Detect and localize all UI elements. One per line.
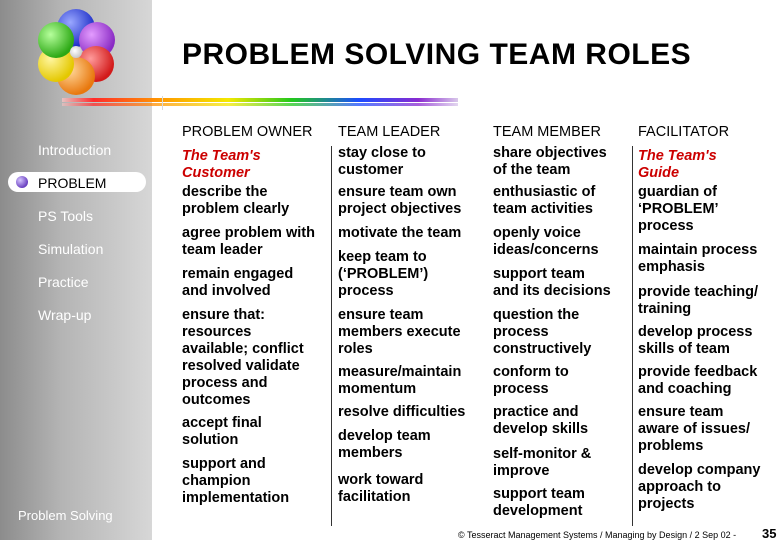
list-item: develop team members (338, 428, 431, 461)
role-description: The Team's Customer (182, 148, 261, 181)
list-item: support team development (493, 486, 585, 519)
list-item: stay close to customer (338, 145, 426, 178)
list-item: motivate the team (338, 225, 462, 241)
column-header: FACILITATOR (638, 124, 730, 140)
list-item: guardian of ‘PROBLEM’ process (638, 184, 719, 234)
sidebar-item-label: PROBLEM (38, 175, 107, 191)
column-header: TEAM LEADER (338, 124, 441, 140)
list-item: enthusiastic of team activities (493, 184, 596, 217)
list-item: work toward facilitation (338, 472, 424, 505)
sidebar-item-ps-tools[interactable] (0, 204, 152, 228)
list-item: ensure team members execute roles (338, 307, 461, 357)
column-divider (331, 146, 332, 526)
sidebar-item-problem[interactable] (0, 171, 152, 195)
list-item: share objectives of the team (493, 145, 607, 178)
column-header: TEAM MEMBER (493, 124, 601, 140)
copyright-footer (458, 530, 736, 540)
rainbow-divider (62, 96, 458, 110)
sidebar-item-label: Practice (38, 274, 89, 290)
list-item: ensure team own project objectives (338, 184, 462, 217)
list-item: conform to process (493, 364, 569, 397)
list-item: develop company approach to projects (638, 462, 761, 512)
bullet-icon (16, 176, 28, 188)
sidebar-footer: Problem Solving (18, 508, 113, 523)
list-item: keep team to (‘PROBLEM’) process (338, 249, 429, 299)
list-item: resolve difficulties (338, 404, 466, 420)
sidebar-item-label: PS Tools (38, 208, 93, 224)
list-item: self-monitor & improve (493, 446, 592, 479)
copyright-text: © Tesseract Management Systems / Managing by Design / 2 Sep 02 (458, 530, 731, 540)
footer-separator: - (733, 530, 737, 540)
sidebar-item-wrap-up[interactable] (0, 303, 152, 327)
list-item: develop process skills of team (638, 324, 753, 357)
list-item: support team and its decisions (493, 266, 611, 299)
sidebar-item-introduction[interactable] (0, 138, 152, 162)
list-item: question the process constructively (493, 307, 592, 357)
sidebar-item-practice[interactable] (0, 270, 152, 294)
list-item: remain engaged and involved (182, 266, 294, 299)
sidebar-item-simulation[interactable] (0, 237, 152, 261)
list-item: agree problem with team leader (182, 225, 315, 258)
sidebar-item-label: Simulation (38, 241, 104, 257)
color-spheres-logo (30, 6, 122, 98)
sidebar (0, 0, 152, 540)
list-item: openly voice ideas/concerns (493, 225, 599, 258)
page-title: PROBLEM SOLVING TEAM ROLES (182, 38, 692, 71)
list-item: support and champion implementation (182, 456, 290, 506)
list-item: accept final solution (182, 415, 262, 448)
role-description: The Team's Guide (638, 148, 717, 181)
list-item: ensure team aware of issues/ problems (638, 404, 751, 454)
column-header: PROBLEM OWNER (182, 124, 313, 140)
list-item: ensure that: resources available; conflict resolved validate process and outcomes (182, 307, 304, 408)
list-item: provide teaching/ training (638, 284, 759, 317)
sidebar-item-label: Introduction (38, 142, 112, 158)
sidebar-item-label: Wrap-up (38, 307, 92, 323)
column-divider (632, 146, 633, 526)
list-item: provide feedback and coaching (638, 364, 758, 397)
list-item: describe the problem clearly (182, 184, 290, 217)
list-item: maintain process emphasis (638, 242, 758, 275)
list-item: measure/maintain momentum (338, 364, 462, 397)
list-item: practice and develop skills (493, 404, 589, 437)
page-number: 35 (762, 526, 777, 540)
